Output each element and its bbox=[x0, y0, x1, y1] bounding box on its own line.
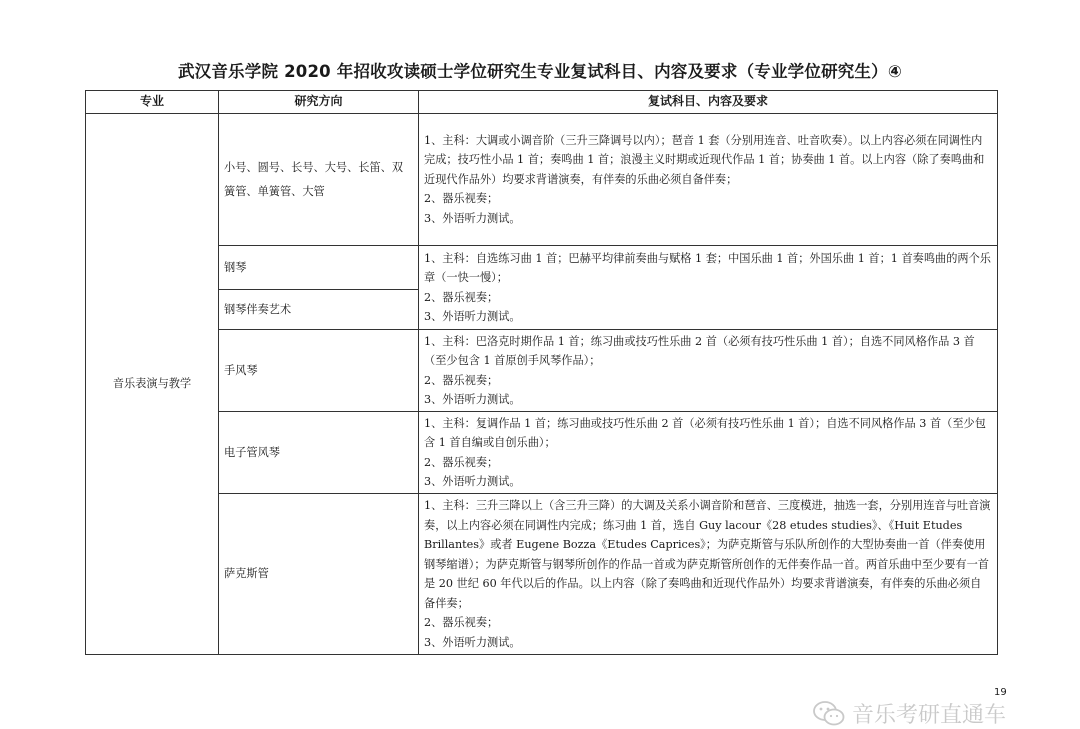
table-row bbox=[86, 114, 998, 246]
content-line: 3、外语听力测试。 bbox=[424, 475, 521, 488]
content-cell bbox=[419, 246, 998, 330]
table-row bbox=[86, 330, 998, 412]
header-content: 复试科目、内容及要求 bbox=[419, 91, 998, 114]
content-cell bbox=[419, 412, 998, 494]
watermark bbox=[812, 698, 1006, 729]
page-number: 19 bbox=[994, 687, 1007, 698]
content-line: 1、主科：自选练习曲 1 首；巴赫平均律前奏曲与赋格 1 套；中国乐曲 1 首；外国乐曲 1 首；1 首奏鸣曲的两个乐章（一快一慢）； bbox=[424, 251, 991, 284]
content-cell bbox=[419, 114, 998, 246]
direction-cell: 萨克斯管 bbox=[219, 494, 419, 655]
content-line: 3、外语听力测试。 bbox=[424, 393, 521, 406]
content-line: 3、外语听力测试。 bbox=[424, 211, 521, 225]
document-title: 武汉音乐学院 2020 年招收攻读硕士学位研究生专业复试科目、内容及要求（专业学位研究生）④ bbox=[177, 62, 903, 81]
content-line: 1、主科：大调或小调音阶（三升三降调号以内）；琶音 1 套（分别用连音、吐音吹奏）。以上内容必须在同调性内完成；技巧性小品 1 首；奏鸣曲 1 首；浪漫主义时期或近现代作品 1 首；协奏曲 1 首。以上内容（除了奏鸣曲和近现代作品外）均要求背谱演奏，有伴奏的乐曲必须自备伴奏； bbox=[424, 133, 985, 186]
major-cell: 音乐表演与教学 bbox=[86, 114, 219, 655]
direction-cell: 手风琴 bbox=[219, 330, 419, 412]
content-line: 1、主科：复调作品 1 首；练习曲或技巧性乐曲 2 首（必须有技巧性乐曲 1 首）；自选不同风格作品 3 首（至少包含 1 首自编或自创乐曲）； bbox=[424, 416, 986, 449]
content-line: 2、器乐视奏； bbox=[424, 290, 499, 304]
content-line: 2、器乐视奏； bbox=[424, 192, 499, 206]
content-cell bbox=[419, 494, 998, 655]
content-line: 1、主科：三升三降以上（含三升三降）的大调及关系小调音阶和琶音、三度模进，抽选一套，分别用连音与吐音演奏，以上内容必须在同调性内完成；练习曲 1 首，选自 Guy lacour《28 etudes studies》、《Huit Etudes Brillantes》或者 Eugene Bozza《Etudes Caprices》；为萨克斯管与乐队所创作的大型协奏曲一首（伴奏使用钢琴缩谱）；为萨克斯管与钢琴所创作的作品一首或为萨克斯管所创作的无伴奏作品一首。两首乐曲中至少要有一首是 20 世纪 60 年代以后的作品。以上内容（除了奏鸣曲和近现代作品外）均要求背谱演奏，有伴奏的乐曲必须自备伴奏； bbox=[424, 499, 991, 610]
direction-cell: 钢琴伴奏艺术 bbox=[219, 290, 419, 330]
header-direction: 研究方向 bbox=[219, 91, 419, 114]
content-line: 2、器乐视奏； bbox=[424, 373, 499, 387]
wechat-icon bbox=[812, 700, 846, 728]
table-row bbox=[86, 246, 998, 290]
direction-cell: 钢琴 bbox=[219, 246, 419, 290]
table-row bbox=[86, 412, 998, 494]
requirements-table bbox=[85, 90, 998, 655]
content-line: 2、器乐视奏； bbox=[424, 455, 499, 469]
content-line: 3、外语听力测试。 bbox=[424, 635, 521, 649]
table-header-row bbox=[86, 91, 998, 114]
content-line: 3、外语听力测试。 bbox=[424, 310, 521, 323]
table-row bbox=[86, 494, 998, 655]
content-cell bbox=[419, 330, 998, 412]
watermark-text: 音乐考研直通车 bbox=[852, 703, 1007, 728]
direction-cell: 电子管风琴 bbox=[219, 412, 419, 494]
direction-cell: 小号、圆号、长号、大号、长笛、双簧管、单簧管、大管 bbox=[219, 114, 419, 246]
content-line: 1、主科：巴洛克时期作品 1 首；练习曲或技巧性乐曲 2 首（必须有技巧性乐曲 1 首）；自选不同风格作品 3 首（至少包含 1 首原创手风琴作品）； bbox=[424, 334, 975, 367]
header-major: 专业 bbox=[86, 91, 219, 114]
content-line: 2、器乐视奏； bbox=[424, 616, 499, 629]
